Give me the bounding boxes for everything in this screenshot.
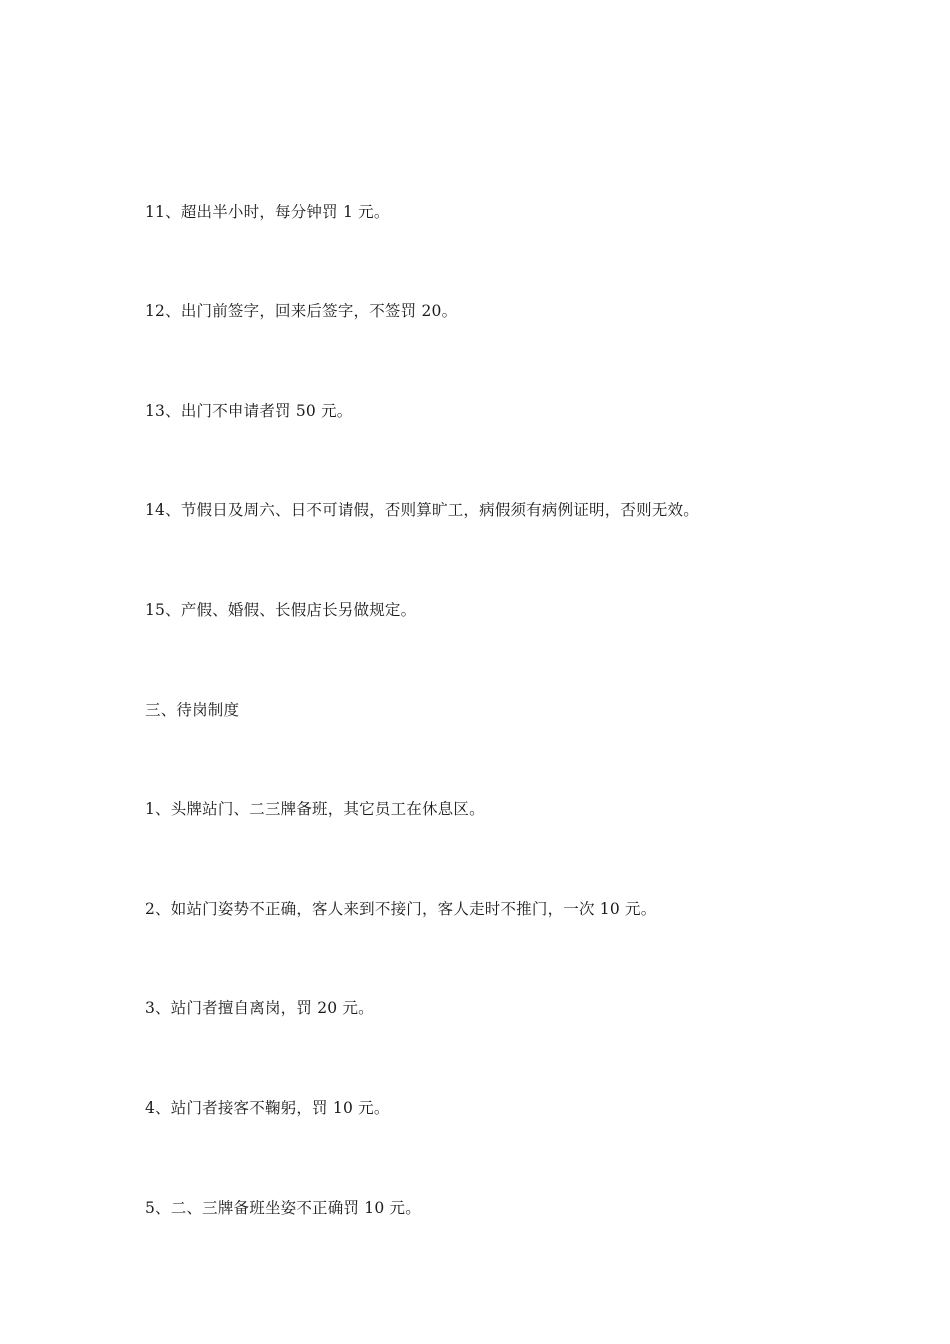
rule-item-11: 11、超出半小时，每分钟罚 1 元。 [145,203,390,221]
rule-item-15: 15、产假、婚假、长假店长另做规定。 [145,601,417,619]
rule-item-13: 13、出门不申请者罚 50 元。 [145,402,353,420]
rule-item-14: 14、节假日及周六、日不可请假，否则算旷工，病假须有病例证明，否则无效。 [145,501,699,519]
standby-rule-1: 1、头牌站门、二三牌备班，其它员工在休息区。 [145,800,485,818]
standby-rule-5: 5、二、三牌备班坐姿不正确罚 10 元。 [145,1199,421,1217]
standby-rule-4: 4、站门者接客不鞠躬，罚 10 元。 [145,1099,390,1117]
standby-rule-3: 3、站门者擅自离岗，罚 20 元。 [145,999,374,1017]
standby-rule-2: 2、如站门姿势不正确，客人来到不接门，客人走时不推门，一次 10 元。 [145,900,657,918]
rule-item-12: 12、出门前签字，回来后签字，不签罚 20。 [145,302,458,320]
section-heading: 三、待岗制度 [145,701,240,719]
